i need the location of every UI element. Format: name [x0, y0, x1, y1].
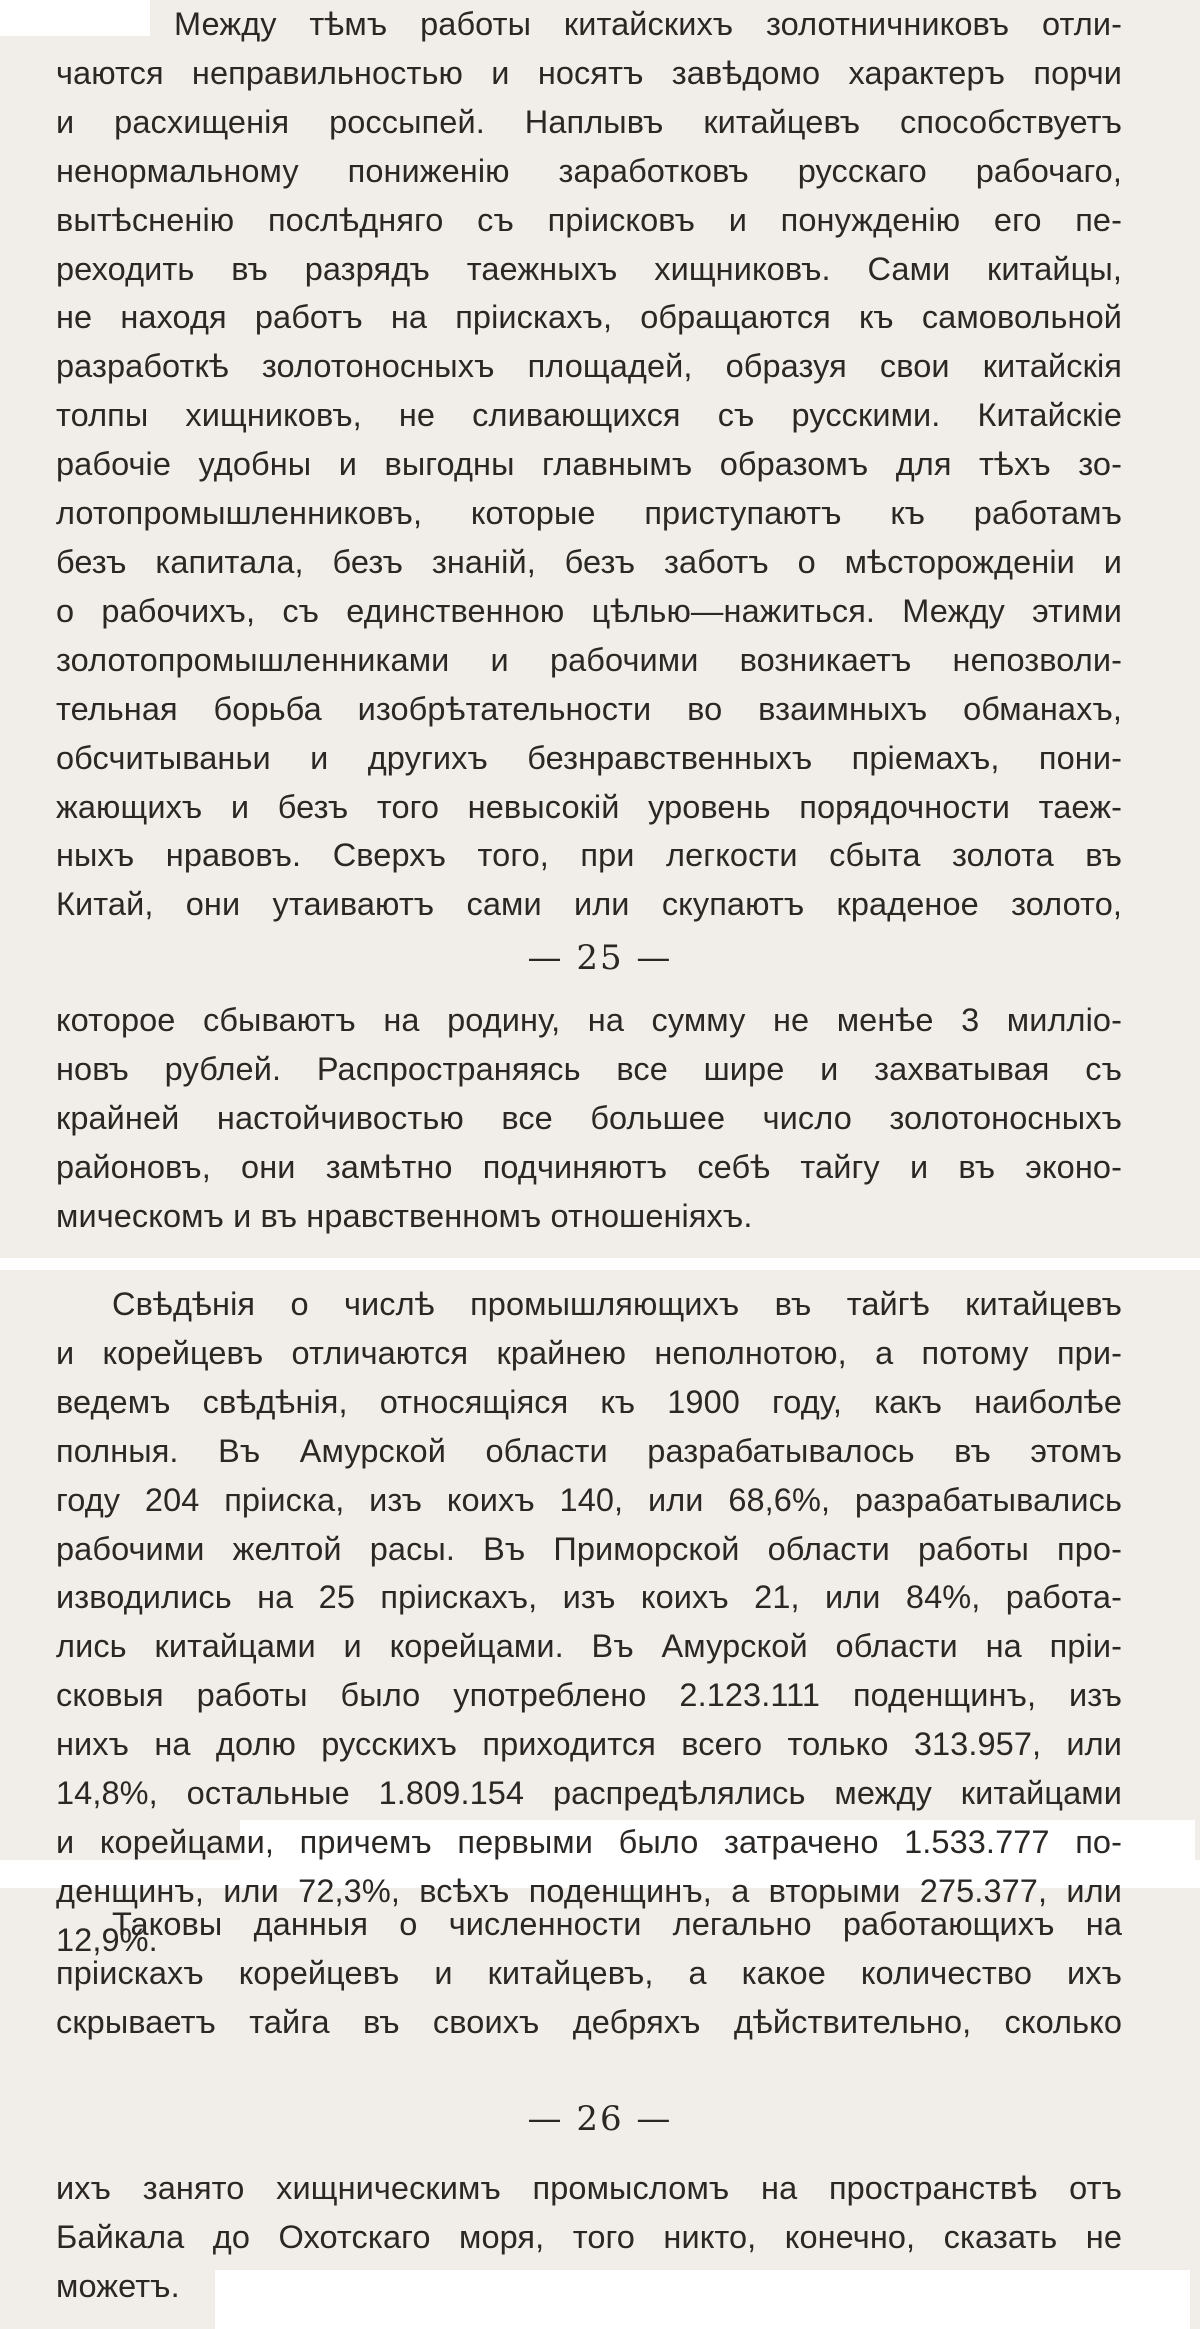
- text-line: и расхищенія россыпей. Наплывъ китайцевъ способствуетъ: [56, 103, 1122, 140]
- text-line: рабочими желтой расы. Въ Приморской области работы про-: [56, 1530, 1122, 1567]
- text-line: скрываетъ тайга въ своихъ дебряхъ дѣйствительно, сколько: [56, 2003, 1122, 2040]
- text-line: 12,9%.: [56, 1921, 158, 1958]
- text-line: реходить въ разрядъ таежныхъ хищниковъ. Сами китайцы,: [56, 250, 1122, 287]
- text-line: изводились на 25 пріискахъ, изъ коихъ 21, или 84%, работа-: [56, 1579, 1122, 1616]
- text-line: денщинъ, или 72,3%, всѣхъ поденщинъ, а вторыми 275.377, или: [56, 1872, 1122, 1909]
- text-line: Китай, они утаиваютъ сами или скупаютъ краденое золото,: [56, 886, 1122, 923]
- text-line: ведемъ свѣдѣнія, относящіяся къ 1900 году, какъ наиболѣе: [56, 1383, 1122, 1420]
- text-line: безъ капитала, безъ знаній, безъ заботъ о мѣсторожденіи и: [56, 543, 1122, 580]
- text-line: можетъ.: [56, 2267, 180, 2304]
- text-line: Байкала до Охотскаго моря, того никто, конечно, сказать не: [56, 2218, 1122, 2255]
- text-line: сковыя работы было употреблено 2.123.111 поденщинъ, изъ: [56, 1677, 1122, 1714]
- text-line: вытѣсненію послѣдняго съ пріисковъ и понужденію его пе-: [56, 201, 1122, 238]
- text-line: о рабочихъ, съ единственною цѣлью—нажиться. Между этими: [56, 592, 1122, 629]
- text-line: толпы хищниковъ, не сливающихся съ русскими. Китайскіе: [56, 397, 1122, 434]
- text-line: ихъ занято хищническимъ промысломъ на пространствѣ отъ: [56, 2170, 1122, 2206]
- text-line: году 204 пріиска, изъ коихъ 140, или 68,6%, разрабатывались: [56, 1481, 1122, 1518]
- text-line: лотопромышленниковъ, которые приступаютъ къ работамъ: [56, 495, 1122, 532]
- page-number: — 26 —: [527, 2099, 673, 2139]
- text-line: и корейцами, причемъ первыми было затрачено 1.533.777 по-: [56, 1823, 1122, 1860]
- text-line: золотопромышленниками и рабочими возникаетъ непозволи-: [56, 641, 1122, 678]
- text-line: новъ рублей. Распространяясь все шире и захватывая съ: [56, 1050, 1122, 1087]
- text-line: 14,8%, остальные 1.809.154 распредѣлялись между китайцами: [56, 1775, 1122, 1812]
- text-line: Таковы данныя о численности легально работающихъ на: [112, 1906, 1122, 1942]
- text-line: Свѣдѣнія о числѣ промышляющихъ въ тайгѣ китайцевъ: [112, 1286, 1122, 1322]
- text-line: чаются неправильностью и носятъ завѣдомо характеръ порчи: [56, 54, 1122, 91]
- text-line: районовъ, они замѣтно подчиняютъ себѣ тайгу и въ эконо-: [56, 1148, 1122, 1185]
- text-line: не находя работъ на пріискахъ, обращаются къ самовольной: [56, 299, 1122, 336]
- text-line: нихъ на долю русскихъ приходится всего только 313.957, или: [56, 1726, 1122, 1763]
- text-line: жающихъ и безъ того невысокій уровень порядочности таеж-: [56, 788, 1122, 825]
- text-line: и корейцевъ отличаются крайнею неполнотою, а потому при-: [56, 1334, 1122, 1371]
- paragraph-closing: [56, 2164, 1122, 2311]
- text-line: крайней настойчивостью все большее число золотоносныхъ: [56, 1099, 1122, 1136]
- paragraph-statistics: [56, 1280, 1122, 1965]
- text-line: обсчитываньи и другихъ безнравственныхъ пріемахъ, пони-: [56, 739, 1122, 776]
- text-line: полныя. Въ Амурской области разрабатывалось въ этомъ: [56, 1432, 1122, 1469]
- text-line: ныхъ нравовъ. Сверхъ того, при легкости сбыта золота въ: [56, 837, 1122, 874]
- text-line: лись китайцами и корейцами. Въ Амурской области на пріи-: [56, 1628, 1122, 1665]
- text-line: мическомъ и въ нравственномъ отношеніяхъ.: [56, 1197, 753, 1234]
- paragraph-legal-workers: [56, 1900, 1122, 2047]
- text-line: тельная борьба изобрѣтательности во взаимныхъ обманахъ,: [56, 690, 1122, 727]
- text-line: рабочіе удобны и выгодны главнымъ образомъ для тѣхъ зо-: [56, 446, 1122, 483]
- text-line: Между тѣмъ работы китайскихъ золотничниковъ отли-: [174, 6, 1122, 42]
- paragraph-continuation: [56, 996, 1122, 1241]
- page-number: — 25 —: [527, 938, 673, 978]
- text-line: пріискахъ корейцевъ и китайцевъ, а какое количество ихъ: [56, 1954, 1122, 1991]
- paragraph-chinese-prospectors: [56, 0, 1122, 929]
- text-line: которое сбываютъ на родину, на сумму не менѣе 3 милліо-: [56, 1002, 1122, 1038]
- text-line: разработкѣ золотоносныхъ площадей, образуя свои китайскія: [56, 348, 1122, 385]
- text-line: ненормальному пониженію заработковъ русскаго рабочаго,: [56, 152, 1122, 189]
